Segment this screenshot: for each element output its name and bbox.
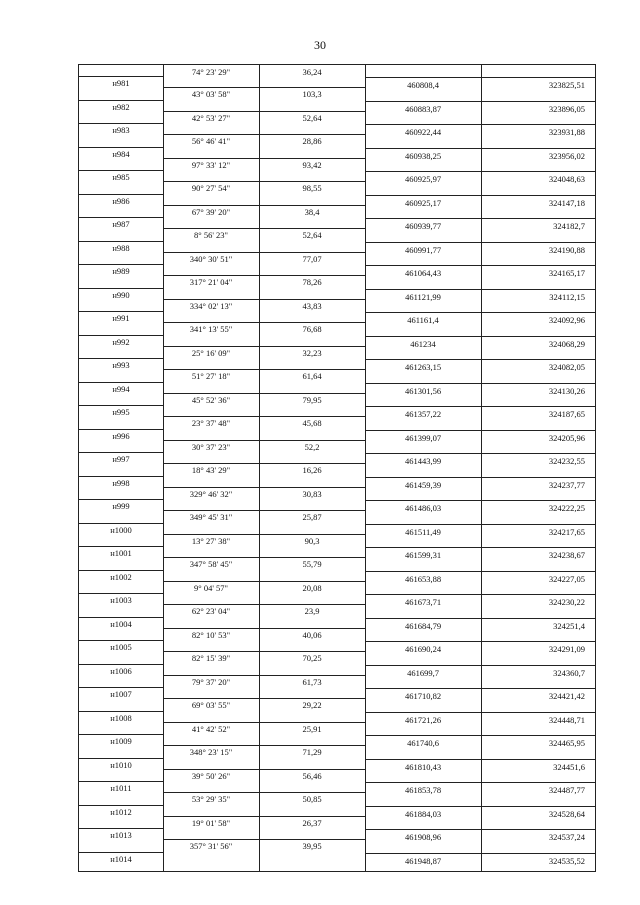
coordinate-y: 324165,17 [548, 268, 585, 278]
coordinate-x: 461161,4 [407, 315, 439, 325]
segment-distance: 61,73 [302, 676, 322, 687]
point-id: н994 [112, 383, 130, 394]
coordinate-x: 460883,87 [404, 103, 442, 114]
row-divider [79, 358, 163, 359]
segment-divider [163, 816, 365, 817]
segment-distance: 32,23 [302, 347, 322, 358]
segment-angle: 357° 31' 56" [189, 841, 233, 851]
coordinate-x: 461121,99 [405, 291, 441, 302]
segment-angle: 348° 23' 15" [189, 747, 233, 757]
row-divider [79, 852, 163, 853]
segment-angle: 51° 27' 18" [191, 371, 231, 381]
point-id: н999 [112, 501, 130, 511]
coordinate-x: 461234 [410, 338, 436, 349]
segment-angle: 39° 50' 26" [191, 770, 231, 781]
segment-divider [163, 604, 365, 605]
segment-divider [163, 393, 365, 394]
point-id: н990 [112, 289, 130, 300]
row-divider [365, 406, 595, 407]
coordinate-x: 461357,22 [404, 409, 442, 419]
segment-distance: 38,4 [304, 206, 320, 217]
coordinate-y: 324230,22 [548, 597, 585, 607]
point-id: н1009 [110, 736, 132, 746]
segment-distance: 23,9 [304, 606, 320, 616]
row-divider [79, 382, 163, 383]
point-id: н1013 [110, 830, 132, 840]
row-divider [79, 217, 163, 218]
segment-angle: 53° 29' 35" [191, 794, 231, 804]
segment-distance: 93,42 [302, 159, 322, 170]
segment-angle: 90° 27' 54" [191, 183, 231, 193]
row-divider [365, 265, 595, 266]
segment-distance: 56,46 [302, 770, 322, 781]
segment-distance: 16,26 [302, 465, 322, 475]
row-divider [79, 429, 163, 430]
coordinate-x: 460922,44 [404, 127, 442, 137]
column-divider [481, 65, 482, 871]
coordinate-x: 461853,78 [404, 785, 442, 795]
row-divider [79, 147, 163, 148]
row-divider [79, 617, 163, 618]
segment-distance: 39,95 [302, 841, 322, 851]
coordinate-y: 324232,55 [548, 456, 585, 466]
point-id: н984 [112, 148, 130, 159]
segment-distance: 50,85 [302, 794, 322, 804]
segment-distance: 25,87 [302, 512, 322, 522]
point-id: н995 [112, 407, 130, 417]
row-divider [365, 618, 595, 619]
coordinate-x: 461699,7 [407, 667, 439, 678]
row-divider [365, 829, 595, 830]
coordinate-x: 460991,77 [404, 244, 442, 255]
segment-divider [163, 557, 365, 558]
segment-divider [163, 158, 365, 159]
row-divider [365, 782, 595, 783]
segment-distance: 77,07 [302, 253, 322, 264]
point-id: н1012 [110, 806, 132, 817]
point-id: н1011 [110, 783, 132, 793]
row-divider [365, 688, 595, 689]
segment-divider [163, 675, 365, 676]
segment-distance: 36,24 [302, 67, 322, 77]
point-id: н989 [112, 266, 130, 276]
coordinate-y: 324237,77 [548, 479, 585, 490]
row-divider [79, 452, 163, 453]
segment-divider [163, 651, 365, 652]
segment-divider [163, 87, 365, 88]
row-divider [79, 828, 163, 829]
coordinate-y: 324291,09 [548, 644, 585, 654]
row-divider [365, 101, 595, 102]
segment-angle: 19° 01' 58" [191, 817, 231, 828]
coordinate-y: 324465,95 [548, 738, 585, 748]
coordinate-y: 324537,24 [548, 832, 585, 842]
row-divider [365, 806, 595, 807]
row-divider [79, 523, 163, 524]
coordinate-y: 324147,18 [548, 197, 585, 208]
segment-divider [163, 299, 365, 300]
segment-divider [163, 275, 365, 276]
segment-divider [163, 228, 365, 229]
segment-angle: 74° 23' 29" [191, 67, 231, 77]
segment-distance: 76,68 [302, 324, 322, 334]
row-divider [365, 195, 595, 196]
coordinate-x: 461740,6 [407, 738, 439, 748]
point-id: н1004 [110, 618, 132, 629]
point-id: н1002 [110, 571, 132, 582]
coordinate-x: 461810,43 [404, 761, 442, 772]
coordinate-x: 460939,77 [404, 221, 442, 231]
segment-distance: 25,91 [302, 723, 322, 734]
segment-divider [163, 839, 365, 840]
segment-angle: 349° 45' 31" [189, 512, 233, 522]
point-id: н992 [112, 336, 130, 347]
coordinate-y: 324421,42 [548, 691, 585, 701]
coordinate-x: 461486,03 [404, 503, 442, 513]
row-divider [79, 546, 163, 547]
coordinate-y: 324112,15 [549, 291, 585, 302]
coordinate-y: 324448,71 [548, 714, 585, 725]
row-divider [79, 335, 163, 336]
coordinate-x: 461399,07 [404, 432, 442, 443]
coordinate-x: 461301,56 [404, 385, 442, 396]
segment-divider [163, 346, 365, 347]
segment-divider [163, 205, 365, 206]
segment-divider [163, 722, 365, 723]
segment-divider [163, 416, 365, 417]
row-divider [365, 524, 595, 525]
coordinate-y: 324092,96 [548, 315, 585, 325]
segment-distance: 52,2 [304, 441, 320, 452]
point-id: н993 [112, 360, 130, 370]
segment-divider [163, 792, 365, 793]
row-divider [365, 242, 595, 243]
row-divider [79, 570, 163, 571]
segment-angle: 329° 46' 32" [189, 488, 233, 499]
segment-divider [163, 463, 365, 464]
row-divider [79, 170, 163, 171]
point-id: н997 [112, 454, 130, 464]
segment-divider [163, 134, 365, 135]
point-id: н986 [112, 195, 130, 206]
row-divider [365, 430, 595, 431]
row-divider [365, 477, 595, 478]
coordinate-x: 460925,17 [404, 197, 442, 208]
coordinate-y: 324535,52 [548, 855, 585, 866]
coordinate-x: 461684,79 [404, 620, 442, 631]
segment-distance: 20,08 [302, 582, 322, 593]
segment-distance: 70,25 [302, 653, 322, 663]
segment-angle: 23° 37' 48" [191, 418, 231, 428]
row-divider [79, 640, 163, 641]
row-divider [79, 194, 163, 195]
segment-divider [163, 252, 365, 253]
row-divider [365, 712, 595, 713]
coordinate-x: 461064,43 [404, 268, 442, 278]
row-divider [365, 124, 595, 125]
segment-distance: 55,79 [302, 559, 322, 569]
coordinate-x: 460938,25 [404, 150, 442, 161]
segment-angle: 8° 56' 23" [194, 230, 228, 240]
point-id: н1000 [110, 524, 132, 535]
coordinate-y: 324238,67 [548, 550, 585, 560]
segment-angle: 347° 58' 45" [189, 559, 233, 569]
segment-divider [163, 581, 365, 582]
coordinate-y: 323896,05 [548, 103, 585, 114]
coordinate-y: 324222,25 [548, 503, 585, 513]
segment-angle: 56° 46' 41" [191, 136, 231, 146]
row-divider [365, 571, 595, 572]
row-divider [79, 781, 163, 782]
coordinate-x: 461511,49 [405, 526, 441, 537]
segment-angle: 97° 33' 12" [191, 159, 231, 170]
segment-distance: 52,64 [302, 230, 322, 240]
row-divider [79, 405, 163, 406]
row-divider [365, 735, 595, 736]
coordinate-y: 324187,65 [548, 409, 585, 419]
coordinate-x: 460808,4 [407, 80, 439, 90]
segment-angle: 67° 39' 20" [191, 206, 231, 217]
segment-divider [163, 111, 365, 112]
coordinate-y: 323825,51 [548, 80, 585, 90]
coordinate-x: 461263,15 [404, 362, 442, 372]
row-divider [79, 758, 163, 759]
row-divider [79, 476, 163, 477]
row-divider [365, 336, 595, 337]
segment-angle: 42° 53' 27" [191, 112, 231, 123]
point-id: н985 [112, 172, 130, 182]
segment-divider [163, 698, 365, 699]
coordinate-y: 324205,96 [548, 432, 585, 443]
segment-distance: 98,55 [302, 183, 322, 193]
point-id: н998 [112, 477, 130, 488]
point-id: н988 [112, 242, 130, 253]
segment-distance: 40,06 [302, 629, 322, 640]
segment-distance: 61,64 [302, 371, 322, 381]
coordinate-y: 323931,88 [548, 127, 585, 137]
segment-angle: 62° 23' 04" [191, 606, 231, 616]
point-id: н1005 [110, 642, 132, 652]
row-divider [365, 218, 595, 219]
point-id: н1014 [110, 853, 132, 864]
coordinate-x: 461908,96 [404, 832, 442, 842]
row-divider [79, 687, 163, 688]
segment-angle: 334° 02' 13" [189, 300, 233, 311]
segment-angle: 341° 13' 55" [189, 324, 233, 334]
coordinate-x: 461653,88 [404, 573, 442, 584]
point-id: н1003 [110, 595, 132, 605]
row-divider [365, 665, 595, 666]
point-id: н1008 [110, 712, 132, 723]
coordinate-y: 324068,29 [548, 338, 585, 349]
segment-angle: 45° 52' 36" [191, 394, 231, 405]
coordinates-table [78, 64, 596, 872]
row-divider [79, 664, 163, 665]
segment-divider [163, 510, 365, 511]
segment-distance: 28,86 [302, 136, 322, 146]
segment-angle: 79° 37' 20" [191, 676, 231, 687]
point-id: н1007 [110, 689, 132, 699]
point-id: н982 [112, 101, 130, 112]
coordinate-y: 324217,65 [548, 526, 585, 537]
coordinate-y: 324451,6 [553, 761, 585, 772]
row-divider [79, 734, 163, 735]
point-id: н987 [112, 219, 130, 229]
segment-distance: 78,26 [302, 277, 322, 287]
coordinate-y: 324130,26 [548, 385, 585, 396]
coordinate-y: 324251,4 [553, 620, 585, 631]
segment-divider [163, 322, 365, 323]
segment-angle: 69° 03' 55" [191, 700, 231, 710]
row-divider [365, 148, 595, 149]
coordinate-y: 324048,63 [548, 174, 585, 184]
row-divider [365, 77, 595, 78]
coordinate-x: 461710,82 [404, 691, 442, 701]
coordinate-y: 324487,77 [548, 785, 585, 795]
row-divider [79, 288, 163, 289]
coordinate-y: 324190,88 [548, 244, 585, 255]
segment-divider [163, 628, 365, 629]
segment-distance: 26,37 [302, 817, 322, 828]
row-divider [79, 264, 163, 265]
segment-divider [163, 181, 365, 182]
row-divider [365, 853, 595, 854]
segment-distance: 30,83 [302, 488, 322, 499]
row-divider [365, 359, 595, 360]
row-divider [365, 383, 595, 384]
segment-angle: 18° 43' 29" [191, 465, 231, 475]
coordinate-y: 324082,05 [548, 362, 585, 372]
segment-distance: 52,64 [302, 112, 322, 123]
coordinate-x: 461599,31 [404, 550, 442, 560]
row-divider [365, 453, 595, 454]
coordinate-y: 323956,02 [548, 150, 585, 161]
segment-angle: 82° 10' 53" [191, 629, 231, 640]
segment-angle: 317° 21' 04" [189, 277, 233, 287]
point-id: н1006 [110, 665, 132, 676]
row-divider [365, 500, 595, 501]
segment-angle: 82° 15' 39" [191, 653, 231, 663]
point-id: н1001 [110, 548, 132, 558]
page-number: 30 [314, 38, 326, 52]
segment-angle: 340° 30' 51" [189, 253, 233, 264]
coordinate-y: 324227,05 [548, 573, 585, 584]
row-divider [79, 76, 163, 77]
row-divider [79, 711, 163, 712]
segment-divider [163, 534, 365, 535]
row-divider [79, 241, 163, 242]
segment-angle: 13° 27' 38" [191, 535, 231, 546]
segment-angle: 9° 04' 57" [194, 582, 228, 593]
segment-divider [163, 769, 365, 770]
segment-distance: 79,95 [302, 394, 322, 405]
coordinate-x: 461884,03 [404, 808, 442, 819]
row-divider [365, 641, 595, 642]
row-divider [365, 759, 595, 760]
coordinate-x: 460925,97 [404, 174, 442, 184]
segment-divider [163, 440, 365, 441]
row-divider [365, 312, 595, 313]
coordinate-x: 461673,71 [404, 597, 442, 607]
coordinate-y: 324528,64 [548, 808, 585, 819]
coordinate-y: 324360,7 [553, 667, 585, 678]
row-divider [365, 594, 595, 595]
point-id: н996 [112, 430, 130, 441]
row-divider [79, 100, 163, 101]
row-divider [79, 805, 163, 806]
row-divider [365, 547, 595, 548]
row-divider [79, 499, 163, 500]
segment-distance: 29,22 [302, 700, 322, 710]
segment-distance: 43,83 [302, 300, 322, 311]
segment-distance: 45,68 [302, 418, 322, 428]
coordinate-y: 324182,7 [553, 221, 585, 231]
row-divider [79, 311, 163, 312]
point-id: н1010 [110, 759, 132, 770]
segment-divider [163, 369, 365, 370]
point-id: н983 [112, 125, 130, 135]
row-divider [365, 289, 595, 290]
segment-angle: 25° 16' 09" [191, 347, 231, 358]
segment-angle: 41° 42' 52" [191, 723, 231, 734]
coordinate-x: 461459,39 [404, 479, 442, 490]
row-divider [365, 171, 595, 172]
segment-distance: 103,3 [302, 89, 322, 99]
coordinate-x: 461948,87 [404, 855, 442, 866]
segment-divider [163, 487, 365, 488]
segment-angle: 43° 03' 58" [191, 89, 231, 99]
row-divider [79, 123, 163, 124]
segment-distance: 90,3 [304, 535, 320, 546]
segment-divider [163, 745, 365, 746]
coordinate-x: 461443,99 [404, 456, 442, 466]
column-divider [365, 65, 366, 871]
segment-angle: 30° 37' 23" [191, 441, 231, 452]
coordinate-x: 461690,24 [404, 644, 442, 654]
point-id: н981 [112, 78, 130, 88]
coordinate-x: 461721,26 [404, 714, 442, 725]
segment-distance: 71,29 [302, 747, 322, 757]
point-id: н991 [112, 313, 130, 323]
row-divider [79, 593, 163, 594]
